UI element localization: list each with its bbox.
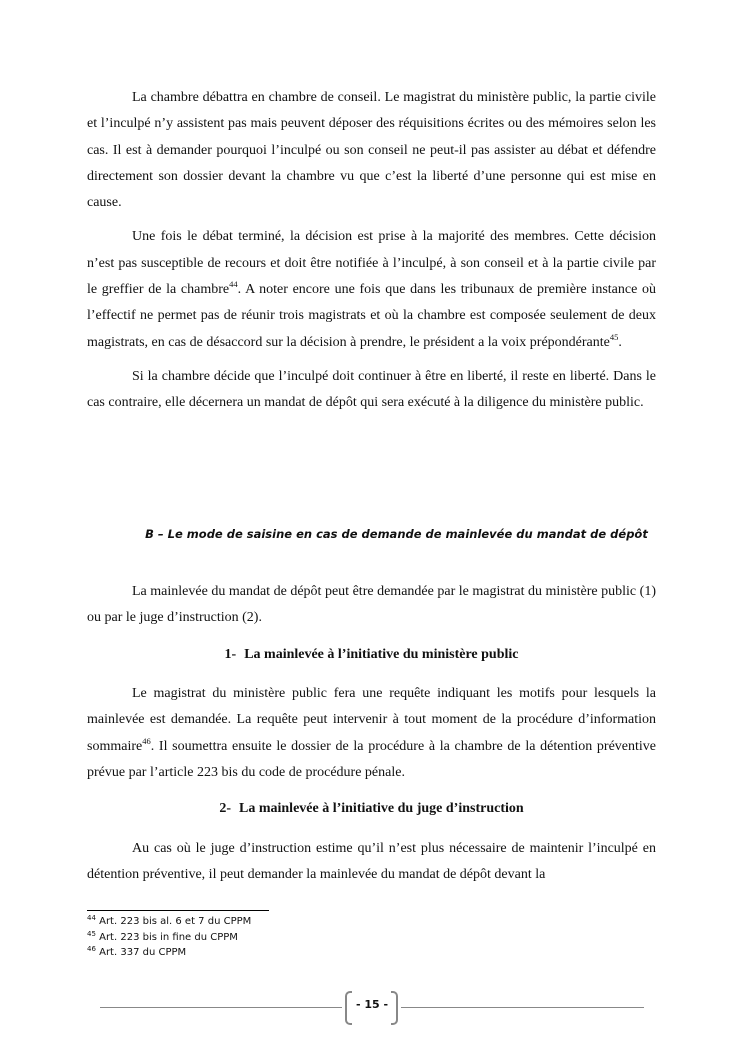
- page-number: - 15 -: [355, 998, 389, 1011]
- footnote-46: [87, 945, 251, 961]
- heading-ministere-public: [87, 647, 656, 663]
- heading-number-1: 1-: [224, 647, 237, 662]
- footnote-45: [87, 930, 251, 946]
- footer-bracket-left: [345, 991, 352, 1025]
- footer-bracket-right: [391, 991, 398, 1025]
- heading-text-2: La mainlevée à l’initiative du juge d’instruction: [239, 801, 524, 816]
- footer-line-right: [401, 1007, 644, 1008]
- footer-line-left: [100, 1007, 342, 1008]
- paragraph-mainlevee-intro: La mainlevée du mandat de dépôt peut être demandée par le magistrat du ministère public (1) ou par le juge d’instruction (2).: [87, 584, 656, 626]
- footnote-number: 44: [87, 914, 96, 922]
- text-block-mainlevee-intro: [87, 579, 656, 632]
- heading-text-1: La mainlevée à l’initiative du ministère public: [244, 647, 519, 662]
- paragraph-requete-part-1: Le magistrat du ministère public fera une requête indiquant les motifs pour lesquels la mainlevée est demandée. La requête peut intervenir à tout moment de la procédure d’information sommaire: [87, 686, 656, 754]
- text-block-chamber-debate: [87, 85, 656, 417]
- footnote-text: Art. 223 bis al. 6 et 7 du CPPM: [99, 916, 252, 927]
- heading-number-2: 2-: [219, 801, 231, 816]
- footnote-separator: [87, 910, 269, 911]
- paragraph-requete: [87, 681, 656, 786]
- footnote-44: [87, 914, 251, 930]
- footnotes: [87, 914, 251, 961]
- footnote-ref-44[interactable]: 44: [229, 279, 238, 290]
- footnote-number: 45: [87, 929, 96, 938]
- section-b-heading: B – Le mode de saisine en cas de demande de mainlevée du mandat de dépôt: [145, 527, 648, 541]
- footnote-text: Art. 337 du CPPM: [99, 947, 187, 958]
- text-block-ministere-public: [87, 681, 656, 786]
- footnote-number: 46: [87, 945, 96, 953]
- paragraph-decision-part-1: Une fois le débat terminé, la décision est prise à la majorité des membres. Cette décision n’est pas susceptible de recours et doit être notifiée à l’inculpé, à son conseil et à la partie civile par le greffier de la chambre: [87, 229, 656, 298]
- text-block-juge-instruction: [87, 836, 656, 889]
- footnote-text: Art. 223 bis in fine du CPPM: [99, 931, 238, 943]
- paragraph-juge-instruction: Au cas où le juge d’instruction estime qu’il n’est plus nécessaire de maintenir l’inculpé en détention préventive, il peut demander la mainlevée du mandat de dépôt devant la: [87, 841, 656, 883]
- heading-juge-instruction: [87, 801, 656, 817]
- paragraph-decision: [87, 224, 656, 355]
- paragraph-requete-part-2: . Il soumettra ensuite le dossier de la procédure à la chambre de la détention préventive prévue par l’article 223 bis du code de procédure pénale.: [87, 738, 656, 780]
- paragraph-chamber-council: La chambre débattra en chambre de conseil. Le magistrat du ministère public, la partie civile et l’inculpé n’y assistent pas mais peuvent déposer des réquisitions écrites ou des mémoires selon les cas. Il est à demander pourquoi l’inculpé ou son conseil ne peut-il pas assister au débat et défendre directement son dossier devant la chambre vu que c’est la liberté d’une personne qui est mise en cause.: [87, 90, 656, 211]
- footnote-ref-46[interactable]: 46: [142, 735, 151, 746]
- paragraph-decision-part-2: . A noter encore une fois que dans les tribunaux de première instance où l’effectif ne permet pas de réunir trois magistrats et où la chambre est composée seulement de deux magistrats, en cas de désaccord sur la décision à prendre, le président a la voix prépondérante: [87, 282, 657, 350]
- paragraph-liberty: Si la chambre décide que l’inculpé doit continuer à être en liberté, il reste en liberté. Dans le cas contraire, elle décernera un mandat de dépôt qui sera exécuté à la diligence du ministère public.: [87, 368, 656, 411]
- footnote-ref-45[interactable]: 45: [609, 331, 619, 342]
- paragraph-decision-part-3: .: [618, 334, 622, 350]
